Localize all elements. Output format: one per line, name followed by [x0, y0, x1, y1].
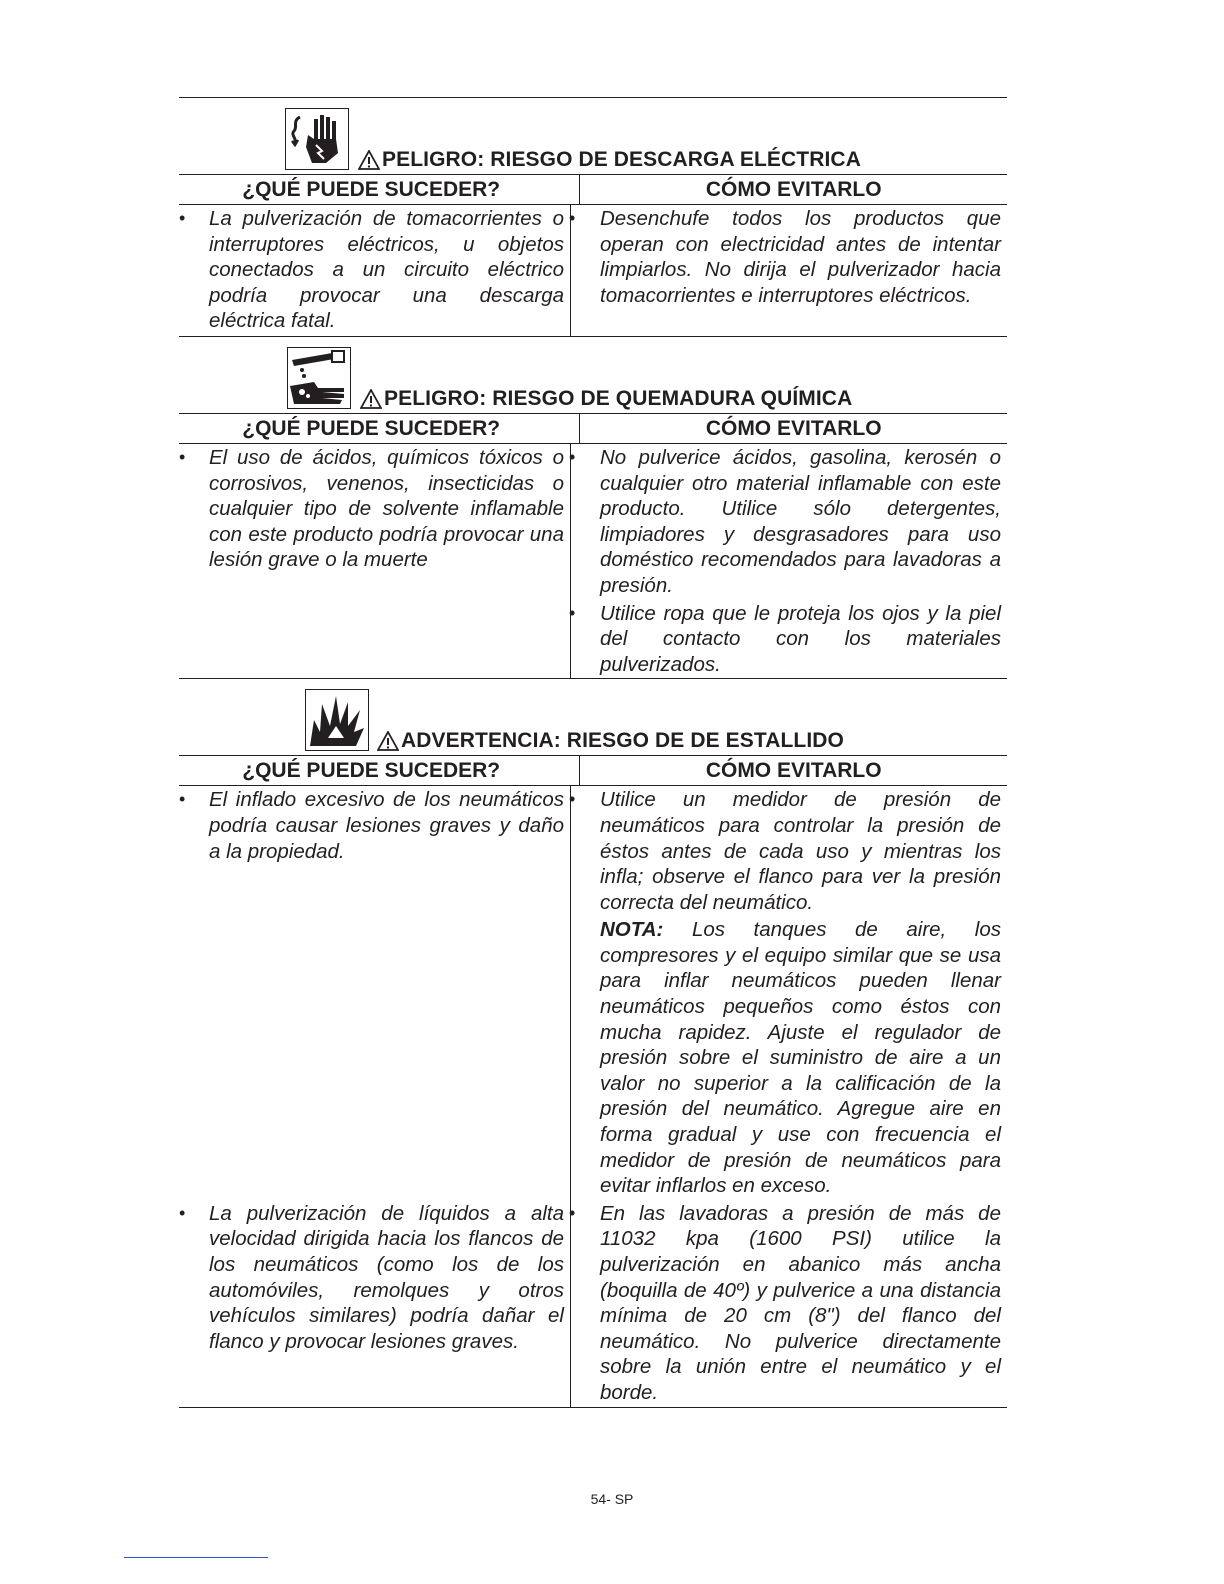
hazard-text: • El uso de ácidos, químicos tóxicos o corrosivos, venenos, insecticidas o cualquier tipo de solvente inflamable con este producto podría provocar una lesión grave o la muerte [179, 445, 570, 573]
column-header-how-to-prevent: CÓMO EVITARLO [705, 416, 882, 440]
section-burst-header [179, 678, 1007, 756]
note-label: NOTA: [600, 918, 664, 942]
column-header-what-can-happen: ¿QUÉ PUEDE SUCEDER? [179, 414, 580, 443]
warning-triangle-icon [360, 389, 382, 409]
page-number: 54- SP [590, 1491, 634, 1507]
hazard-text: • La pulverización de tomacorrientes o interruptores eléctricos, u objetos conectados a un circuito eléctrico podría provocar una descarga eléctrica fatal. [179, 206, 570, 334]
hazard-text: • El inflado excesivo de los neumáticos podría causar lesiones graves y daño a la propiedad. [179, 787, 570, 864]
prevention-text: • En las lavadoras a presión de más de 11032 kpa (1600 PSI) utilice la pulverización en abanico más ancha (boquilla de 40º) y pulverice a una distancia mínima de 20 cm (8") del flanco del neumático. No pulverice directamente sobre la unión entre el neumático y el borde. [571, 1201, 1007, 1406]
section-chemical-header [179, 336, 1007, 414]
table-row [179, 785, 1007, 1199]
table-row [179, 1199, 1007, 1407]
warning-triangle-icon [377, 731, 399, 751]
prevention-text: • Desenchufe todos los productos que operan con electricidad antes de intentar limpiarlos. No dirija el pulverizador hacia tomacorrientes e interruptores eléctricos. [571, 206, 1007, 308]
note-text: Los tanques de aire, los compresores y el equipo similar que se usa para inflar neumáticos pueden llenar neumáticos pequeños como éstos con mucha rapidez. Ajuste el regulador de presión sobre el suministro de aire a un valor no superior a la calificación de la presión del neumático. Agregue aire en forma gradual y use con frecuencia el medidor de presión de neumáticos para evitar inflarlos en exceso. [600, 918, 1001, 1198]
link-underline [124, 1557, 268, 1558]
chemical-burn-icon [287, 347, 351, 409]
electric-shock-icon [285, 108, 349, 170]
column-header-how-to-prevent: CÓMO EVITARLO [705, 178, 882, 201]
safety-document [179, 97, 1007, 1408]
explosion-icon [305, 689, 369, 751]
prevention-text: • Utilice un medidor de presión de neumáticos para controlar la presión de éstos antes de cada uso y mientras los infla; observe el flanco para ver la presión correcta del neumático. [571, 787, 1007, 915]
note-paragraph [571, 917, 1007, 1199]
hazard-title: PELIGRO: RIESGO DE DESCARGA ELÉCTRICA [358, 148, 861, 172]
prevention-text: • No pulverice ácidos, gasolina, kerosén o cualquier otro material inflamable con este producto. Utilice sólo detergentes, limpiadores y desgrasadores para uso doméstico recomendados para lavadoras a presión. [571, 445, 1007, 599]
column-header-how-to-prevent: CÓMO EVITARLO [705, 759, 882, 783]
hazard-text: • La pulverización de líquidos a alta velocidad dirigida hacia los flancos de los neumáticos (como los de los automóviles, remolques y otros vehículos similares) podría dañar el flanco y provocar lesiones graves. [179, 1201, 570, 1355]
warning-triangle-icon [358, 150, 380, 170]
bottom-rule [179, 1407, 1007, 1408]
section-electric-header [179, 98, 1007, 175]
hazard-title: PELIGRO: RIESGO DE QUEMADURA QUÍMICA [360, 387, 852, 411]
prevention-text: • Utilice ropa que le proteja los ojos y la piel del contacto con los materiales pulverizados. [571, 601, 1007, 678]
column-header-what-can-happen: ¿QUÉ PUEDE SUCEDER? [179, 175, 580, 204]
hazard-title: ADVERTENCIA: RIESGO DE DE ESTALLIDO [377, 729, 844, 753]
table-row [179, 443, 1007, 678]
table-row [179, 204, 1007, 336]
column-header-what-can-happen: ¿QUÉ PUEDE SUCEDER? [179, 756, 580, 785]
